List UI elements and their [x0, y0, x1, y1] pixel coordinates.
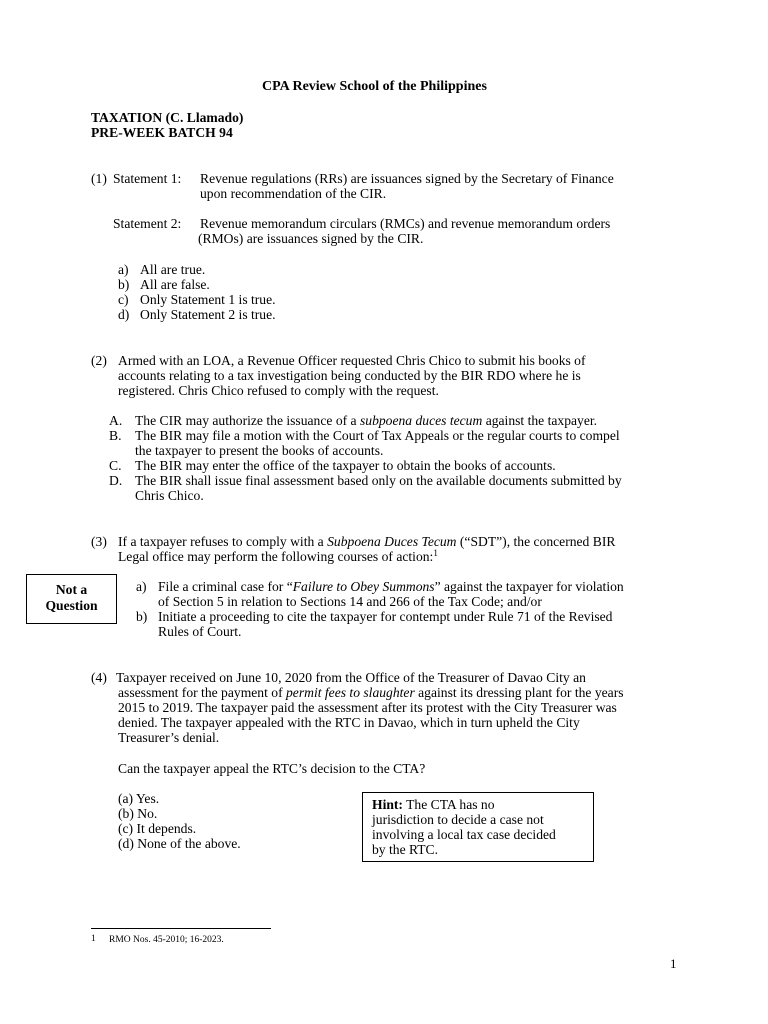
choice-text: Only Statement 2 is true. — [140, 307, 276, 322]
choice-text: Rules of Court. — [158, 624, 242, 639]
choice-text: The BIR shall issue final assessment based only on the available documents submitted by — [135, 473, 622, 488]
choice-label: a) — [136, 579, 147, 594]
choice-text: All are true. — [140, 262, 206, 277]
box-text: Not a — [55, 582, 88, 597]
footnote-number: 1 — [91, 934, 96, 944]
choice-label: b) — [136, 609, 148, 624]
question-prompt: Can the taxpayer appeal the RTC’s decision to the CTA? — [118, 761, 426, 776]
hint-text: jurisdiction to decide a case not — [372, 812, 544, 827]
question-text: Treasurer’s denial. — [118, 730, 220, 745]
choice-text: the taxpayer to present the books of accounts. — [135, 443, 384, 458]
question-text: accounts relating to a tax investigation being conducted by the BIR RDO where he is — [118, 368, 581, 383]
box-text: Question — [45, 598, 98, 613]
question-number: (2) — [91, 353, 107, 368]
choice-text: (c) It depends. — [118, 821, 197, 836]
statement-text: Revenue memorandum circulars (RMCs) and revenue memorandum orders — [200, 216, 611, 231]
footnote-reference: 1 — [433, 548, 438, 558]
choice-text: All are false. — [140, 277, 210, 292]
subject-title: TAXATION (C. Llamado) — [91, 110, 244, 125]
statement-label: Statement 2: — [113, 216, 182, 231]
question-text: Armed with an LOA, a Revenue Officer requested Chris Chico to submit his books of — [118, 353, 586, 368]
hint-text: involving a local tax case decided — [372, 827, 556, 842]
hint-text: Hint: The CTA has no — [372, 797, 495, 812]
footnote-divider — [91, 928, 271, 929]
question-text: Taxpayer received on June 10, 2020 from the Office of the Treasurer of Davao City an — [116, 670, 586, 685]
choice-label: A. — [109, 413, 123, 428]
choice-text: The BIR may enter the office of the taxpayer to obtain the books of accounts. — [135, 458, 556, 473]
choice-text: of Section 5 in relation to Sections 14 and 266 of the Tax Code; and/or — [158, 594, 542, 609]
choice-text: Chris Chico. — [135, 488, 204, 503]
footnote-text: RMO Nos. 45-2010; 16-2023. — [109, 935, 224, 945]
choice-label: b) — [118, 277, 130, 292]
statement-text: upon recommendation of the CIR. — [200, 186, 387, 201]
choice-label: C. — [109, 458, 122, 473]
question-number: (3) — [91, 534, 107, 549]
hint-label: Hint: — [372, 797, 403, 812]
statement-text: Revenue regulations (RRs) are issuances signed by the Secretary of Finance — [200, 171, 614, 186]
batch-title: PRE-WEEK BATCH 94 — [91, 125, 233, 140]
choice-text: (a) Yes. — [118, 791, 160, 806]
question-text: assessment for the payment of permit fees to slaughter against its dressing plant for the years — [118, 685, 624, 700]
not-a-question-box — [26, 574, 117, 624]
choice-text: Only Statement 1 is true. — [140, 292, 276, 307]
question-text: registered. Chris Chico refused to comply with the request. — [118, 383, 439, 398]
hint-box — [362, 792, 594, 862]
choice-label: D. — [109, 473, 123, 488]
choice-label: c) — [118, 292, 129, 307]
choice-text: (d) None of the above. — [118, 836, 241, 851]
choice-text: Initiate a proceeding to cite the taxpayer for contempt under Rule 71 of the Revised — [158, 609, 613, 624]
question-text: If a taxpayer refuses to comply with a Subpoena Duces Tecum (“SDT”), the concerned BIR — [118, 534, 616, 549]
question-number: (1) — [91, 171, 107, 186]
choice-label: a) — [118, 262, 129, 277]
statement-label: Statement 1: — [113, 171, 182, 186]
question-text: 2015 to 2019. The taxpayer paid the assessment after its protest with the City Treasurer was — [118, 700, 617, 715]
page-number: 1 — [670, 956, 677, 971]
hint-text: by the RTC. — [372, 842, 439, 857]
choice-label: B. — [109, 428, 122, 443]
statement-text: (RMOs) are issuances signed by the CIR. — [198, 231, 424, 246]
choice-text: The CIR may authorize the issuance of a subpoena duces tecum against the taxpayer. — [135, 413, 598, 428]
choice-text: The BIR may file a motion with the Court of Tax Appeals or the regular courts to compel — [135, 428, 620, 443]
school-title: CPA Review School of the Philippines — [262, 79, 487, 94]
question-number: (4) — [91, 670, 107, 685]
choice-text: (b) No. — [118, 806, 158, 821]
choice-label: d) — [118, 307, 130, 322]
choice-text: File a criminal case for “Failure to Obey Summons” against the taxpayer for violation — [158, 579, 624, 594]
question-text: Legal office may perform the following courses of action:$^1$ — [118, 548, 438, 564]
question-text: denied. The taxpayer appealed with the RTC in Davao, which in turn upheld the City — [118, 715, 580, 730]
